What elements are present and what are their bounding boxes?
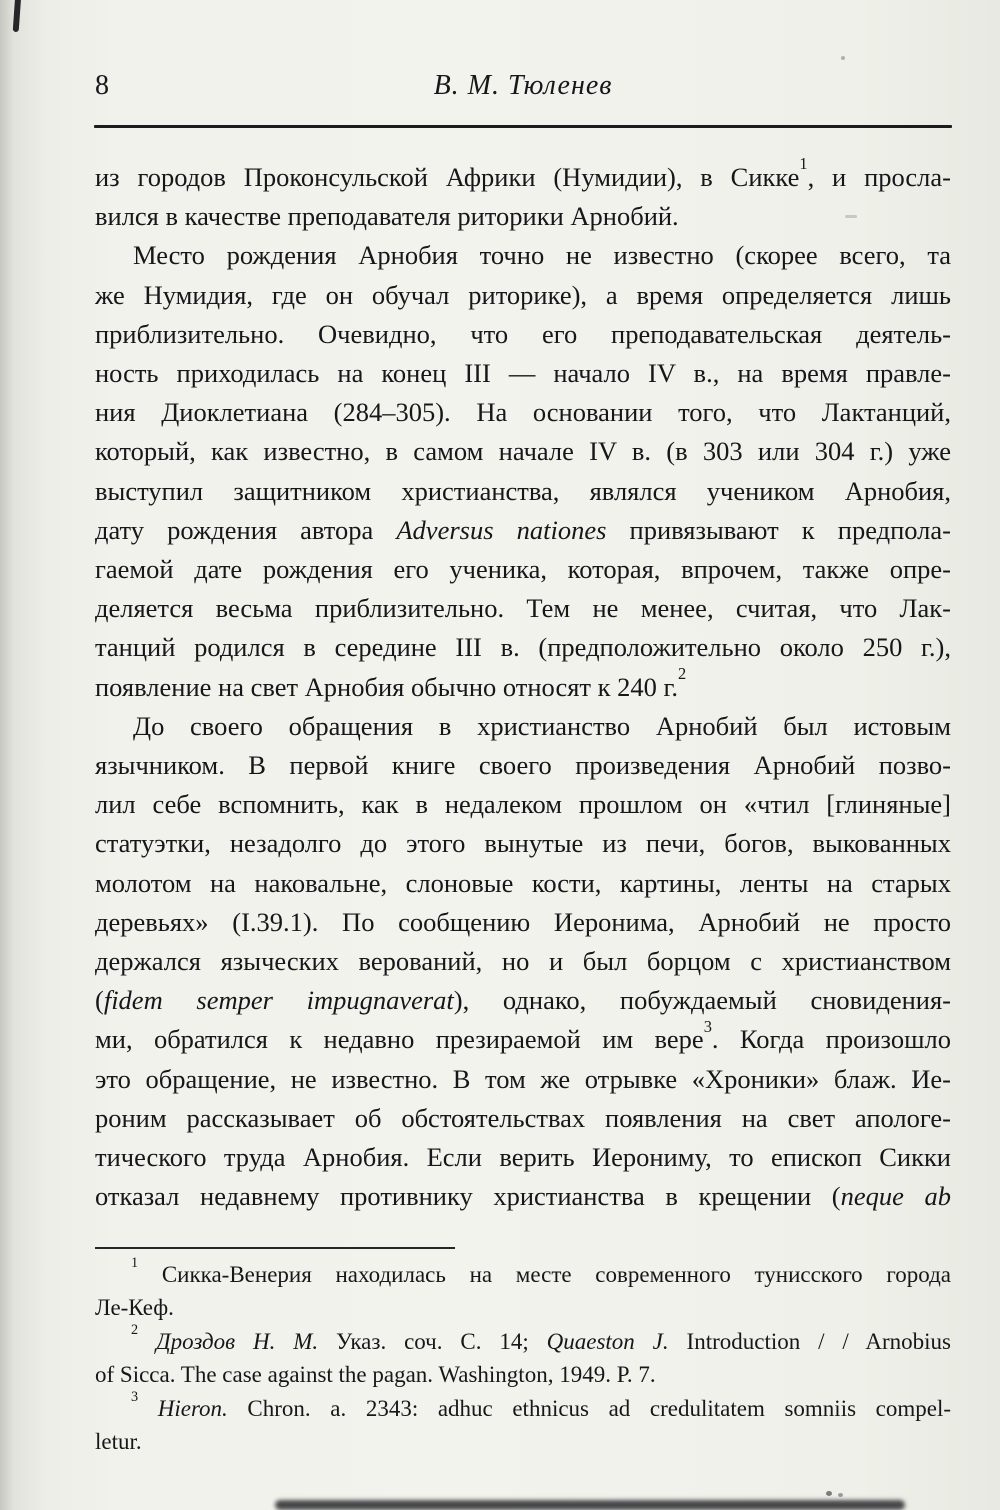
scan-artifact-dot (826, 1491, 832, 1496)
footnote-rule (95, 1247, 455, 1249)
text-segment: ( (95, 985, 104, 1016)
paragraph (95, 707, 951, 1217)
text-segment: дату рождения автора (95, 514, 397, 545)
text-line (95, 942, 951, 981)
text-segment: же Нумидия, где он обучал риторике), а время определяется лишь (95, 279, 951, 310)
text-segment: статуэтки, незадолго до этого вынутые из печи, богов, выкованных (95, 828, 951, 859)
footnotes (95, 1255, 952, 1458)
scan-artifact-dot (838, 1493, 843, 1497)
text-line (95, 197, 951, 236)
text-segment: лил себе вспомнить, как в недалеком прошлом он «чтил [глиняные] (95, 789, 951, 820)
text-segment: деляется весьма приблизительно. Тем не менее, считая, что Лак- (95, 593, 951, 624)
text-segment: деревьях» (I.39.1). По сообщению Иеронима, Арнобий не просто (95, 906, 951, 937)
text-line (95, 785, 951, 824)
text-line (95, 354, 951, 393)
text-segment: ность приходилась на конец III — начало IV в., на время правле- (95, 358, 951, 389)
text-segment: , и просла- (807, 162, 951, 192)
text-segment: ), однако, побуждаемый сновидения- (453, 985, 951, 1016)
text-line (95, 550, 951, 589)
text-segment: выступил защитником христианства, являлся учеником Арнобия, (95, 475, 951, 506)
text-line (95, 589, 951, 628)
text-segment: гаемой дате рождения его ученика, которая, впрочем, также опре- (95, 554, 951, 585)
text-segment: Сикка-Венерия находилась на месте современного тунисского города (138, 1262, 951, 1287)
text-line (95, 432, 951, 471)
text-segment: вился в качестве преподавателя риторики Арнобий. (95, 201, 679, 232)
italic-text: Adversus nationes (396, 514, 607, 545)
text-line (95, 1425, 951, 1458)
text-segment: молотом на наковальне, слоновые кости, картины, ленты на старых (95, 867, 951, 898)
italic-text: neque ab (840, 1181, 951, 1212)
footnote-marker: 2 (131, 1322, 139, 1339)
italic-text: fidem semper impugnaverat (103, 985, 454, 1016)
text-line (95, 1138, 951, 1177)
text-line (95, 1099, 951, 1138)
text-line (95, 236, 951, 275)
text-segment: ния Диоклетиана (284–305). На основании того, что Лактанций, (95, 397, 951, 428)
text-line (95, 981, 951, 1020)
text-line (95, 746, 951, 785)
text-segment: До своего обращения в христианство Арнобий был истовым (133, 710, 951, 741)
text-segment: . Когда произошло (711, 1024, 951, 1055)
text-segment: letur. (95, 1429, 142, 1455)
text-line (95, 472, 951, 511)
italic-text: Дроздов Н. М. (156, 1328, 319, 1354)
text-line (95, 154, 951, 197)
text-line (95, 1177, 951, 1216)
footnote-marker: 3 (131, 1388, 139, 1405)
text-line (95, 707, 951, 746)
footnote-marker: 1 (799, 154, 808, 174)
text-segment: Ле-Кеф. (95, 1295, 174, 1321)
text-segment: Место рождения Арнобия точно не известно (скорее всего, та (133, 240, 951, 271)
text-segment: который, как известно, в самом начале IV в. (в 303 или 304 г.) уже (95, 436, 951, 467)
text-segment: это обращение, не известно. В том же отрывке «Хроники» блаж. Ие- (95, 1063, 951, 1094)
text-line (95, 1291, 951, 1324)
paragraph (95, 1388, 951, 1459)
text-line (95, 1358, 951, 1391)
scan-artifact-corner-mark (13, 0, 22, 32)
text-line (95, 824, 951, 863)
scan-artifact-speck (841, 56, 845, 60)
paragraph (95, 1255, 951, 1325)
header-rule (94, 125, 952, 128)
paragraph (95, 236, 951, 706)
text-line (95, 864, 951, 903)
text-segment (138, 1396, 158, 1421)
text-line (95, 276, 951, 315)
paragraph (95, 154, 951, 236)
text-line (95, 315, 951, 354)
text-segment: танций родился в середине III в. (предположительно около 250 г.), (95, 632, 951, 663)
text-segment: приблизительно. Очевидно, что его преподавательская деятель- (95, 318, 951, 349)
text-line (95, 903, 951, 942)
page-number: 8 (95, 70, 109, 101)
text-segment: язычником. В первой книге своего произведения Арнобий позво- (95, 750, 951, 781)
italic-text: Hieron. (157, 1395, 228, 1421)
text-segment: Указ. соч. С. 14; (318, 1328, 547, 1354)
footnote-marker: 3 (703, 1016, 712, 1036)
running-title: В. М. Тюленев (433, 70, 613, 101)
text-line (95, 393, 951, 432)
text-line (95, 1322, 952, 1358)
text-segment: привязывают к предпола- (606, 514, 951, 545)
text-line (95, 511, 951, 550)
text-line (95, 1388, 951, 1425)
text-line (95, 1060, 951, 1099)
text-line (95, 663, 951, 707)
text-segment: тического труда Арнобия. Если верить Иерониму, то епископ Сикки (95, 1142, 951, 1173)
footnote-marker: 2 (678, 663, 687, 683)
text-line (95, 628, 951, 667)
page-header (95, 70, 951, 112)
text-segment (138, 1329, 156, 1354)
text-line (95, 1016, 951, 1059)
body-text (95, 154, 951, 1216)
text-segment: of Sicca. The case against the pagan. Washington, 1949. P. 7. (95, 1362, 656, 1388)
text-segment: роним рассказывает об обстоятельствах появления на свет апологе- (95, 1102, 951, 1133)
text-segment: из городов Проконсульской Африки (Нумидии), в Сикке (95, 162, 800, 192)
footnote-marker: 1 (131, 1255, 139, 1272)
text-segment: появление на свет Арнобия обычно относят к 240 г. (95, 671, 678, 702)
italic-text: Quaeston J. (546, 1328, 669, 1354)
text-segment: ми, обратился к недавно презираемой им вере (95, 1024, 704, 1055)
scan-artifact-bottom-smudge (275, 1500, 905, 1510)
paragraph (95, 1322, 952, 1392)
text-segment: Introduction / / Arnobius (668, 1328, 952, 1354)
text-segment: Chron. a. 2343: adhuc ethnicus ad credulitatem somniis compel- (227, 1395, 951, 1421)
text-line (95, 1255, 951, 1291)
text-segment: держался языческих верований, но и был борцом с христианством (95, 946, 951, 977)
text-segment: отказал недавнему противнику христианства в крещении ( (95, 1181, 841, 1212)
